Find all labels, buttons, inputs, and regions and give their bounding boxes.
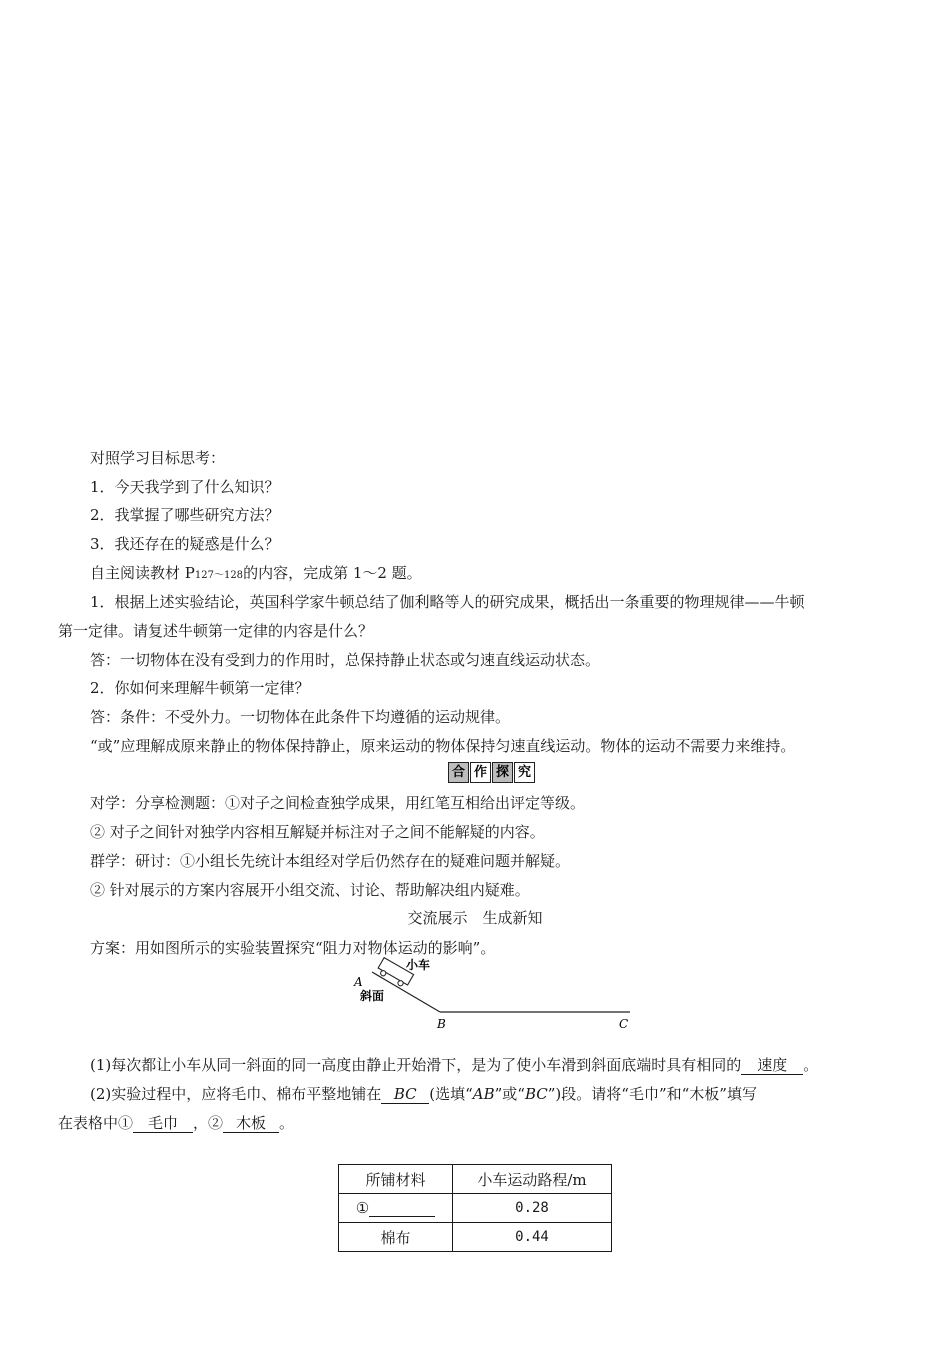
question-2-option-bc: BC <box>524 1085 548 1103</box>
table-cell-material: 棉布 <box>339 1223 453 1252</box>
incline-diagram <box>340 956 640 1034</box>
table-row <box>339 1223 612 1252</box>
group-study-2: ② 针对展示的方案内容展开小组交流、讨论、帮助解决组内疑难。 <box>90 881 530 899</box>
table-row <box>339 1194 612 1223</box>
table-header-row <box>339 1165 612 1194</box>
table-cell-material-label: ① <box>355 1199 370 1217</box>
table-header-material: 所铺材料 <box>339 1165 453 1194</box>
reading-suffix: 的内容，完成第 1～2 题。 <box>243 564 422 582</box>
question-2-part2: (选填“ <box>429 1085 473 1103</box>
question-2-part1: (2)实验过程中，应将毛巾、棉布平整地铺在 <box>90 1085 382 1103</box>
reading-instruction <box>90 563 422 586</box>
review-question-2: 2．我掌握了哪些研究方法？ <box>90 506 280 524</box>
self-study-answer-1: 答：一切物体在没有受到力的作用时，总保持静止状态或匀速直线运动状态。 <box>90 651 601 669</box>
review-heading: 对照学习目标思考： <box>90 449 226 467</box>
self-study-question-1: 1．根据上述实验结论，英国科学家牛顿总结了伽利略等人的研究成果，概括出一条重要的物理规律——牛顿 <box>90 593 805 611</box>
self-study-answer-2-cont: “或”应理解成原来静止的物体保持静止，原来运动的物体保持匀速直线运动。物体的运动不需要力来维持。 <box>90 737 796 755</box>
pair-study-2: ② 对子之间针对独学内容相互解疑并标注对子之间不能解疑的内容。 <box>90 823 545 841</box>
reading-prefix: 自主阅读教材 P <box>90 564 195 582</box>
question-2-line2-start: 在表格中① <box>58 1114 134 1132</box>
question-1-end: 。 <box>803 1056 819 1074</box>
badge-char-4: 究 <box>514 762 535 783</box>
self-study-question-1-cont: 第一定律。请复述牛顿第一定律的内容是什么？ <box>58 622 374 640</box>
question-1 <box>90 1055 818 1075</box>
question-2-answer: BC <box>381 1086 429 1104</box>
question-1-answer: 速度 <box>741 1057 803 1075</box>
badge-char-1: 合 <box>448 762 469 783</box>
question-2-end: 。 <box>279 1114 295 1132</box>
badge-char-3: 探 <box>492 762 513 783</box>
plan-text: 方案：用如图所示的实验装置探究“阻力对物体运动的影响”。 <box>90 939 496 957</box>
question-2-fill-2: 木板 <box>223 1115 279 1133</box>
review-question-3: 3．我还存在的疑惑是什么？ <box>90 535 280 553</box>
question-2-fill-1: 毛巾 <box>133 1115 193 1133</box>
label-point-a: A <box>354 975 363 989</box>
table-cell-blank <box>369 1199 435 1217</box>
question-2-sep: ，② <box>193 1114 224 1132</box>
reading-pages: 127～128 <box>194 570 244 581</box>
label-car: 小车 <box>406 958 431 972</box>
label-slope: 斜面 <box>360 989 385 1003</box>
label-point-b: B <box>437 1017 446 1031</box>
question-2-option-ab: AB <box>472 1085 495 1103</box>
label-point-c: C <box>619 1017 629 1031</box>
table-cell-material <box>339 1194 453 1223</box>
badge-char-2: 作 <box>470 762 491 783</box>
self-study-answer-2: 答：条件：不受外力。一切物体在此条件下均遵循的运动规律。 <box>90 708 511 726</box>
table-cell-distance: 0.28 <box>453 1194 612 1223</box>
table-header-distance: 小车运动路程/m <box>453 1165 612 1194</box>
question-1-text: (1)每次都让小车从同一斜面的同一高度由静止开始滑下，是为了使小车滑到斜面底端时具有相同的 <box>90 1056 742 1074</box>
group-study-1: 群学：研讨：①小组长先统计本组经对学后仍然存在的疑难问题并解疑。 <box>90 852 571 870</box>
table-cell-distance: 0.44 <box>453 1223 612 1252</box>
question-2-cont <box>58 1113 294 1133</box>
section-subtitle: 交流展示 生成新知 <box>407 909 543 927</box>
review-question-1: 1．今天我学到了什么知识？ <box>90 478 280 496</box>
question-2-part4: ”)段。请将“毛巾”和“木板”填写 <box>547 1085 757 1103</box>
cooperation-badge <box>448 762 535 782</box>
pair-study-1: 对学：分享检测题：①对子之间检查独学成果，用红笔互相给出评定等级。 <box>90 794 586 812</box>
question-2 <box>90 1084 757 1104</box>
materials-table <box>338 1164 612 1252</box>
self-study-question-2: 2．你如何来理解牛顿第一定律？ <box>90 679 310 697</box>
question-2-part3: ”或“ <box>494 1085 525 1103</box>
